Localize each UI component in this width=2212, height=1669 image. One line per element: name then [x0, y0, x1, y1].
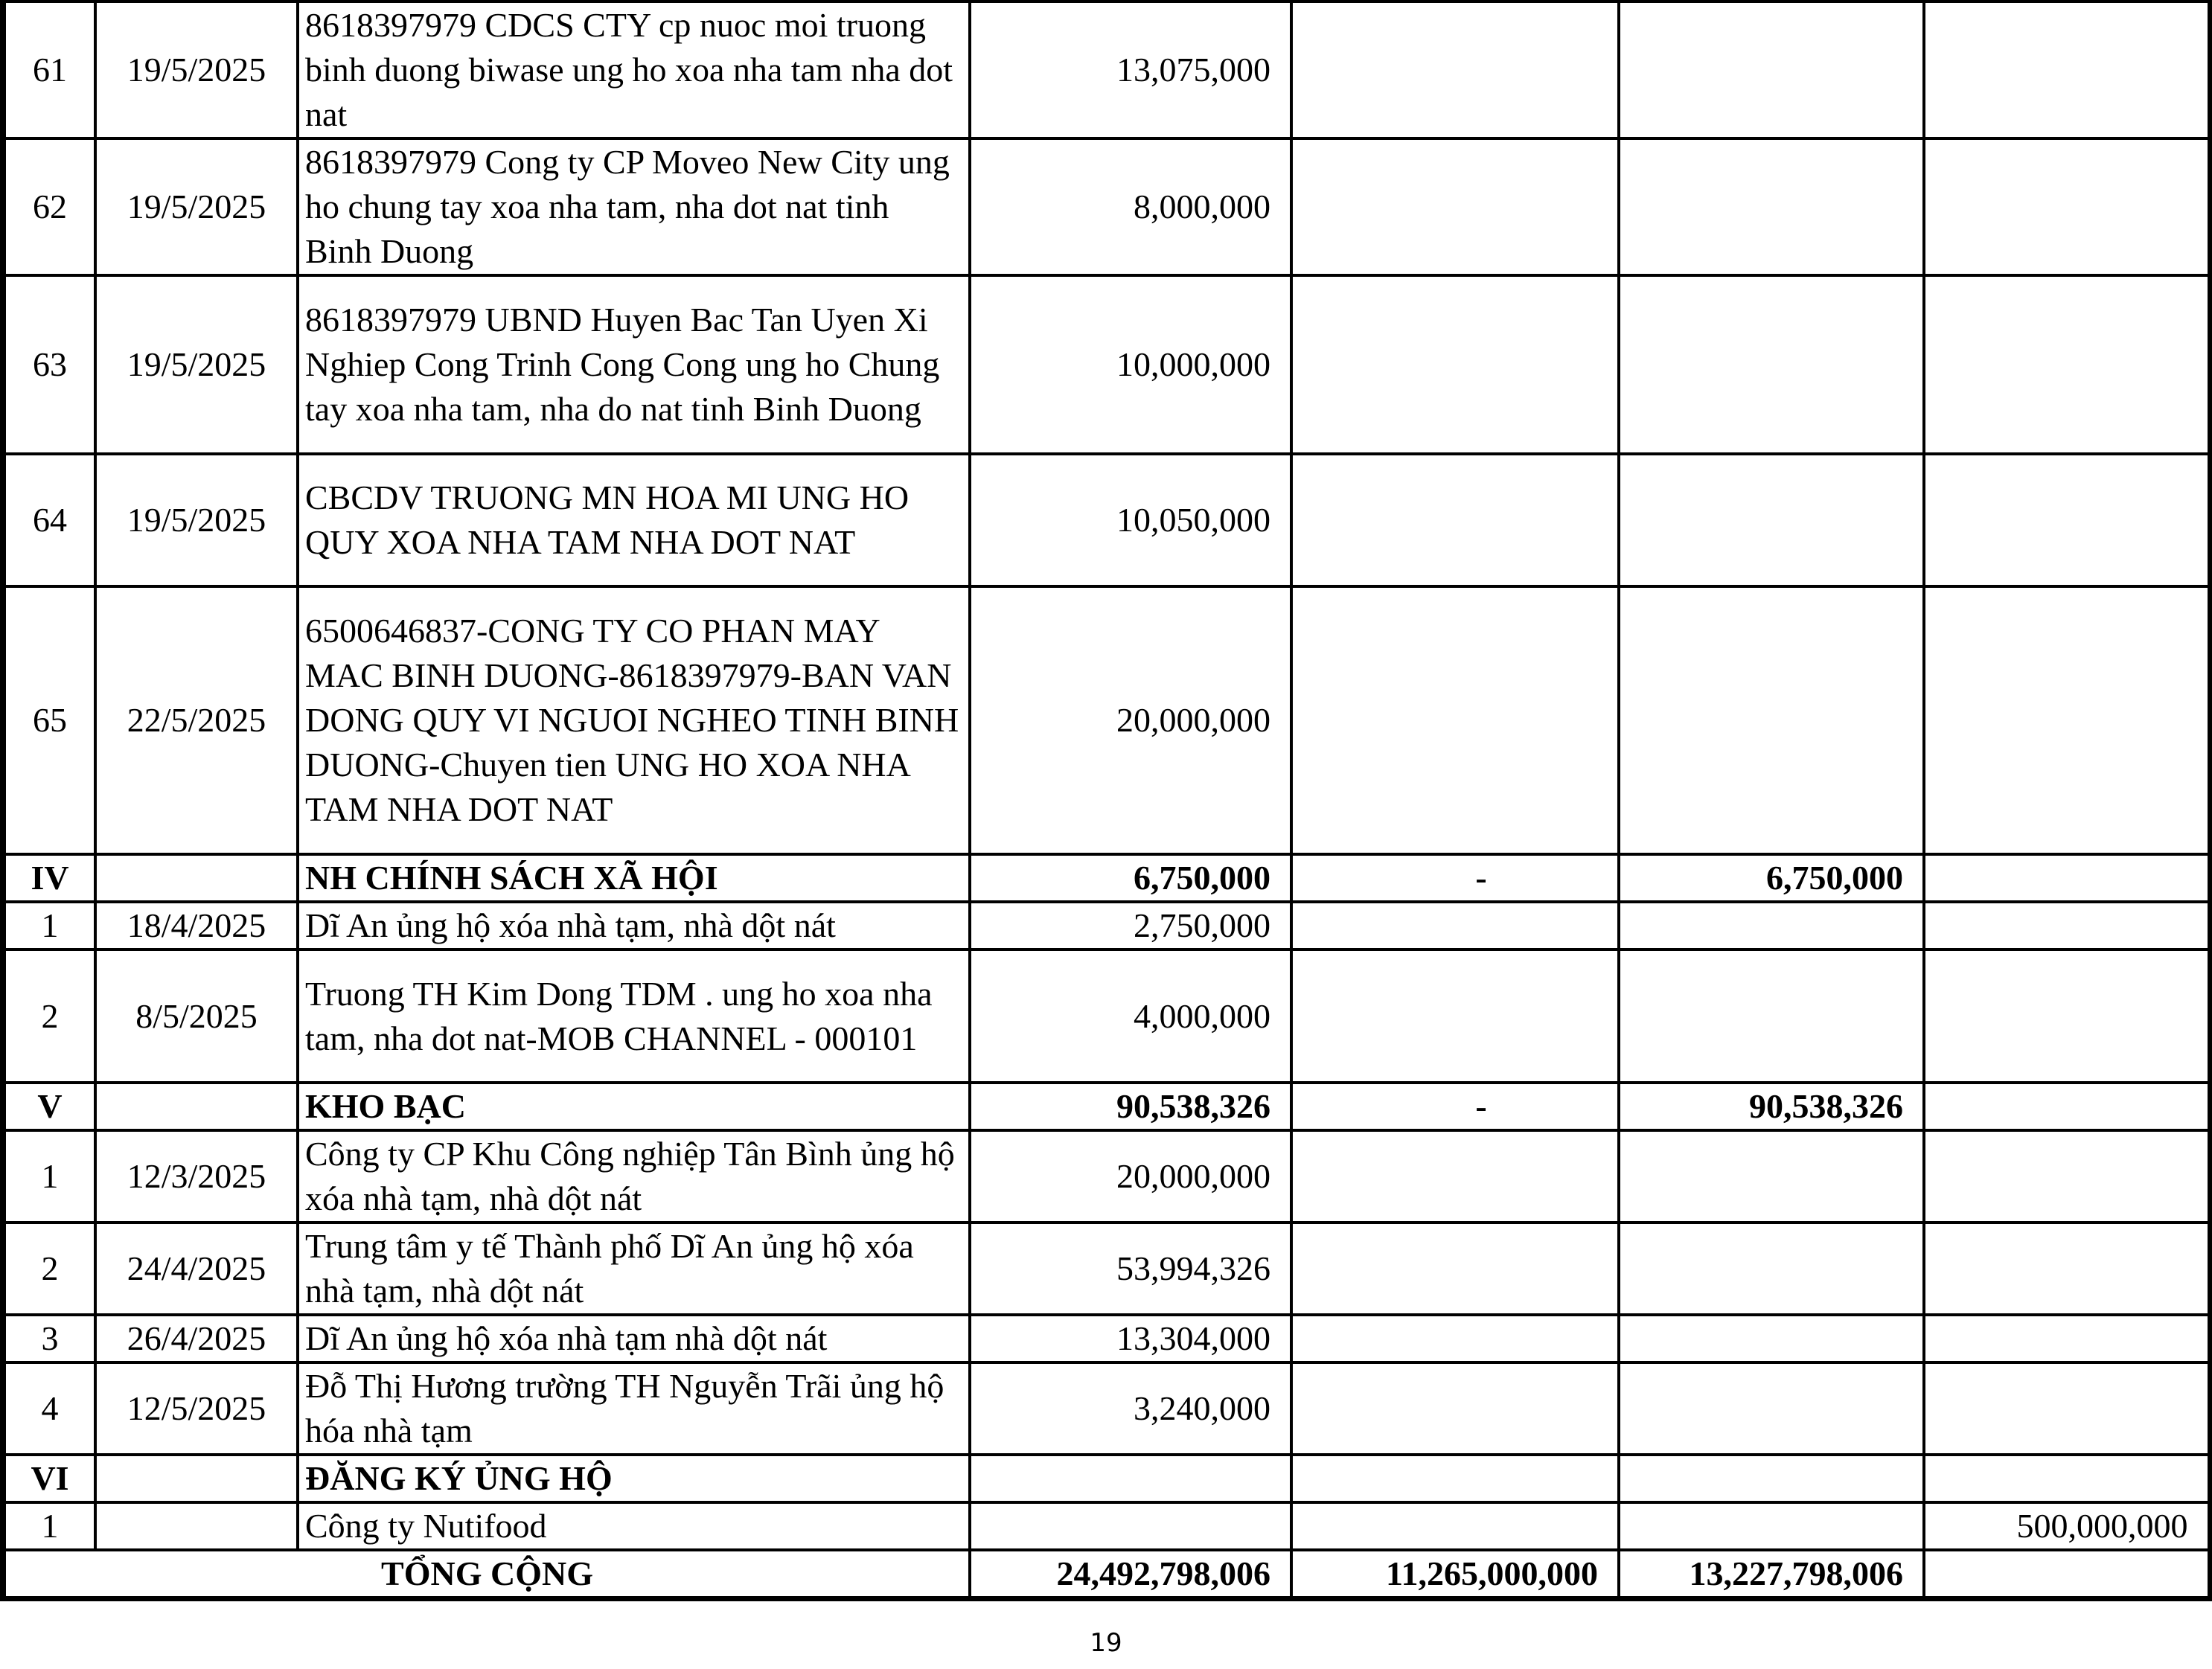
row-date: 8/5/2025: [95, 949, 298, 1083]
table-row: [3, 949, 2210, 1083]
row-description: Công ty Nutifood: [298, 1502, 970, 1550]
row-amount: 13,304,000: [970, 1315, 1291, 1362]
row-description: Đỗ Thị Hương trường TH Nguyễn Trãi ủng hộ hóa nhà tạm: [298, 1362, 970, 1455]
row-date: 26/4/2025: [95, 1315, 298, 1362]
row-description: Dĩ An ủng hộ xóa nhà tạm nhà dột nát: [298, 1315, 970, 1362]
total-label: TỔNG CỘNG: [3, 1550, 970, 1599]
total-amount: 24,492,798,006: [970, 1550, 1291, 1599]
section-title: KHO BẠC: [298, 1083, 970, 1130]
row-description: 8618397979 UBND Huyen Bac Tan Uyen Xi Nghiep Cong Trinh Cong Cong ung ho Chung tay xoa nha tam, nha do nat tinh Binh Duong: [298, 275, 970, 454]
row-col6: [1619, 1223, 1924, 1315]
section-amount-empty: [970, 1455, 1291, 1502]
table-row: [3, 586, 2210, 854]
row-number: 1: [3, 902, 95, 949]
section-col5: [1291, 1455, 1619, 1502]
row-amount: 53,994,326: [970, 1223, 1291, 1315]
table-row: [3, 138, 2210, 275]
row-date: 22/5/2025: [95, 586, 298, 854]
row-amount: 3,240,000: [970, 1362, 1291, 1455]
row-number: 4: [3, 1362, 95, 1455]
table-row: [3, 902, 2210, 949]
section-amount: 6,750,000: [970, 854, 1291, 902]
row-description: 8618397979 Cong ty CP Moveo New City ung ho chung tay xoa nha tam, nha dot nat tinh Binh Duong: [298, 138, 970, 275]
row-description: Dĩ An ủng hộ xóa nhà tạm, nhà dột nát: [298, 902, 970, 949]
row-col6: [1619, 454, 1924, 586]
section-roman-numeral: IV: [3, 854, 95, 902]
section-date-empty: [95, 854, 298, 902]
row-col6: [1619, 586, 1924, 854]
row-col5: [1291, 949, 1619, 1083]
table-row: [3, 1315, 2210, 1362]
row-date: 19/5/2025: [95, 454, 298, 586]
section-col5-dash: -: [1291, 854, 1619, 902]
row-date: [95, 1502, 298, 1550]
row-description: Công ty CP Khu Công nghiệp Tân Bình ủng hộ xóa nhà tạm, nhà dột nát: [298, 1130, 970, 1223]
row-col6: [1619, 275, 1924, 454]
row-number: 65: [3, 586, 95, 854]
row-col5: [1291, 1, 1619, 138]
total-row: [3, 1550, 2210, 1599]
section-roman-numeral: VI: [3, 1455, 95, 1502]
section-date-empty: [95, 1083, 298, 1130]
row-col7: [1924, 586, 2210, 854]
row-date: 12/3/2025: [95, 1130, 298, 1223]
row-number: 1: [3, 1502, 95, 1550]
row-col7: [1924, 949, 2210, 1083]
section-col5-dash: -: [1291, 1083, 1619, 1130]
section-col7: [1924, 1455, 2210, 1502]
row-number: 3: [3, 1315, 95, 1362]
table-row: [3, 454, 2210, 586]
table-row: [3, 1502, 2210, 1550]
section-header-row: [3, 1455, 2210, 1502]
row-col6: [1619, 1130, 1924, 1223]
section-col7: [1924, 1083, 2210, 1130]
row-number: 64: [3, 454, 95, 586]
row-description: Truong TH Kim Dong TDM . ung ho xoa nha tam, nha dot nat-MOB CHANNEL - 000101: [298, 949, 970, 1083]
row-amount: 13,075,000: [970, 1, 1291, 138]
total-col5: 11,265,000,000: [1291, 1550, 1619, 1599]
section-col6: [1619, 1455, 1924, 1502]
row-col6: [1619, 949, 1924, 1083]
table-row: [3, 275, 2210, 454]
table-row: [3, 1362, 2210, 1455]
row-date: 19/5/2025: [95, 275, 298, 454]
row-col6: [1619, 1502, 1924, 1550]
row-amount: 4,000,000: [970, 949, 1291, 1083]
row-amount: 20,000,000: [970, 586, 1291, 854]
table-row: [3, 1, 2210, 138]
row-date: 12/5/2025: [95, 1362, 298, 1455]
row-amount: 10,000,000: [970, 275, 1291, 454]
row-col5: [1291, 586, 1619, 854]
row-col5: [1291, 1223, 1619, 1315]
row-number: 63: [3, 275, 95, 454]
row-col5: [1291, 902, 1619, 949]
row-date: 19/5/2025: [95, 1, 298, 138]
section-col6-amount: 6,750,000: [1619, 854, 1924, 902]
row-col6: [1619, 1, 1924, 138]
row-col5: [1291, 275, 1619, 454]
row-col7: [1924, 454, 2210, 586]
row-date: 18/4/2025: [95, 902, 298, 949]
section-amount: 90,538,326: [970, 1083, 1291, 1130]
section-date-empty: [95, 1455, 298, 1502]
row-amount: [970, 1502, 1291, 1550]
row-col7: [1924, 138, 2210, 275]
total-col7: [1924, 1550, 2210, 1599]
row-col6: [1619, 1362, 1924, 1455]
row-number: 62: [3, 138, 95, 275]
row-amount: 10,050,000: [970, 454, 1291, 586]
row-number: 2: [3, 949, 95, 1083]
row-pledged-amount: 500,000,000: [1924, 1502, 2210, 1550]
row-col7: [1924, 1223, 2210, 1315]
row-date: 19/5/2025: [95, 138, 298, 275]
row-description: 6500646837-CONG TY CO PHAN MAY MAC BINH DUONG-8618397979-BAN VAN DONG QUY VI NGUOI NGHEO TINH BINH DUONG-Chuyen tien UNG HO XOA NHA TAM NHA DOT NAT: [298, 586, 970, 854]
total-col6: 13,227,798,006: [1619, 1550, 1924, 1599]
section-roman-numeral: V: [3, 1083, 95, 1130]
row-amount: 2,750,000: [970, 902, 1291, 949]
section-title: ĐĂNG KÝ ỦNG HỘ: [298, 1455, 970, 1502]
section-col7: [1924, 854, 2210, 902]
row-col7: [1924, 1315, 2210, 1362]
row-col7: [1924, 1, 2210, 138]
row-col5: [1291, 138, 1619, 275]
section-header-row: [3, 1083, 2210, 1130]
row-description: Trung tâm y tế Thành phố Dĩ An ủng hộ xóa nhà tạm, nhà dột nát: [298, 1223, 970, 1315]
table-row: [3, 1130, 2210, 1223]
page-number: 19: [1090, 1628, 1122, 1658]
row-number: 2: [3, 1223, 95, 1315]
row-col7: [1924, 275, 2210, 454]
row-col7: [1924, 1362, 2210, 1455]
section-title: NH CHÍNH SÁCH XÃ HỘI: [298, 854, 970, 902]
row-col6: [1619, 902, 1924, 949]
row-amount: 20,000,000: [970, 1130, 1291, 1223]
row-col5: [1291, 1502, 1619, 1550]
row-col5: [1291, 1315, 1619, 1362]
row-col6: [1619, 1315, 1924, 1362]
row-date: 24/4/2025: [95, 1223, 298, 1315]
row-number: 61: [3, 1, 95, 138]
section-col6-amount: 90,538,326: [1619, 1083, 1924, 1130]
row-col6: [1619, 138, 1924, 275]
section-header-row: [3, 854, 2210, 902]
row-number: 1: [3, 1130, 95, 1223]
table-row: [3, 1223, 2210, 1315]
row-description: 8618397979 CDCS CTY cp nuoc moi truong binh duong biwase ung ho xoa nha tam nha dot nat: [298, 1, 970, 138]
row-col5: [1291, 1362, 1619, 1455]
row-amount: 8,000,000: [970, 138, 1291, 275]
row-col7: [1924, 1130, 2210, 1223]
row-description: CBCDV TRUONG MN HOA MI UNG HO QUY XOA NHA TAM NHA DOT NAT: [298, 454, 970, 586]
row-col5: [1291, 454, 1619, 586]
row-col7: [1924, 902, 2210, 949]
row-col5: [1291, 1130, 1619, 1223]
